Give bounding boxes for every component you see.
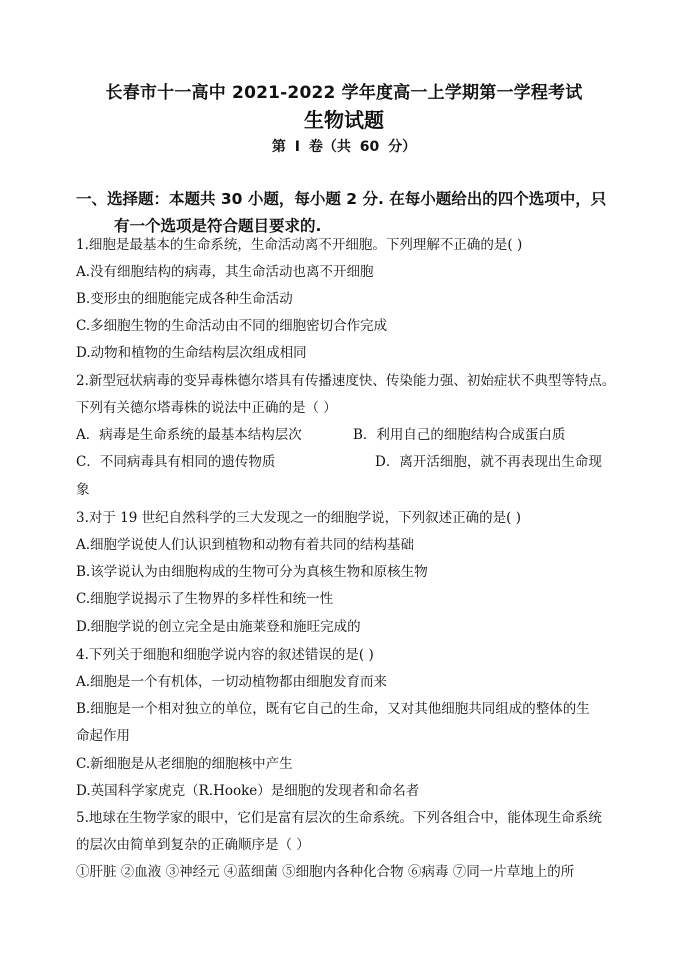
question-4-option-d: D.英国科学家虎克（R.Hooke）是细胞的发现者和命名者	[76, 783, 420, 799]
question-3-stem: 3.对于 19 世纪自然科学的三大发现之一的细胞学说，下列叙述正确的是( )	[76, 510, 521, 526]
question-2-option-c: C．不同病毒具有相同的遗传物质	[76, 454, 276, 470]
exam-title: 长春市十一高中 2021-2022 学年度高一上学期第一学程考试	[105, 83, 583, 103]
question-2-option-b: B．利用自己的细胞结构合成蛋白质	[353, 427, 566, 443]
question-4-option-b-cont: 命起作用	[76, 728, 130, 744]
question-1-option-a: A.没有细胞结构的病毒，其生命活动也离不开细胞	[76, 264, 374, 280]
question-4-option-b: B.细胞是一个相对独立的单位，既有它自己的生命，又对其他细胞共同组成的整体的生	[76, 701, 590, 717]
question-3-option-b: B.该学说认为由细胞构成的生物可分为真核生物和原核生物	[76, 564, 428, 580]
question-4-stem: 4.下列关于细胞和细胞学说内容的叙述错误的是( )	[76, 647, 374, 663]
question-5-stem: 5.地球在生物学家的眼中，它们是富有层次的生命系统。下列各组合中，能体现生命系统	[76, 810, 602, 826]
question-4-option-c: C.新细胞是从老细胞的细胞核中产生	[76, 756, 293, 772]
question-3-option-d: D.细胞学说的创立完全是由施莱登和施旺完成的	[76, 619, 361, 635]
question-2-stem-cont: 下列有关德尔塔毒株的说法中正确的是（ ）	[76, 400, 337, 416]
section-heading-cont: 有一个选项是符合题目要求的.	[114, 217, 322, 235]
question-2-option-a: A．病毒是生命系统的最基本结构层次	[76, 427, 302, 443]
question-3-option-c: C.细胞学说揭示了生物界的多样性和统一性	[76, 591, 334, 607]
question-2-stem: 2.新型冠状病毒的变异毒株德尔塔具有传播速度快、传染能力强、初始症状不典型等特点。	[76, 373, 616, 389]
subject-title: 生物试题	[304, 108, 384, 132]
volume-title: 第 Ⅰ 卷（共 60 分）	[271, 139, 417, 155]
section-heading: 一、选择题：本题共 30 小题，每小题 2 分. 在每小题给出的四个选项中，只	[76, 190, 607, 208]
question-4-option-a: A.细胞是一个有机体，一切动植物都由细胞发育而来	[76, 674, 388, 690]
question-2-option-d: D．离开活细胞，就不再表现出生命现	[375, 454, 602, 470]
question-2-option-d-cont: 象	[76, 482, 90, 498]
question-1-stem: 1.细胞是最基本的生命系统，生命活动离不开细胞。下列理解不正确的是( )	[76, 237, 523, 253]
question-1-option-b: B.变形虫的细胞能完成各种生命活动	[76, 291, 293, 307]
question-5-stem-cont: 的层次由简单到复杂的正确顺序是（ ）	[76, 837, 310, 853]
question-1-option-d: D.动物和植物的生命结构层次组成相同	[76, 345, 307, 361]
question-5-items: ①肝脏 ②血液 ③神经元 ④蓝细菌 ⑤细胞内各种化合物 ⑥病毒 ⑦同一片草地上的所	[76, 864, 575, 880]
question-1-option-c: C.多细胞生物的生命活动由不同的细胞密切合作完成	[76, 318, 388, 334]
question-3-option-a: A.细胞学说使人们认识到植物和动物有着共同的结构基础	[76, 537, 415, 553]
